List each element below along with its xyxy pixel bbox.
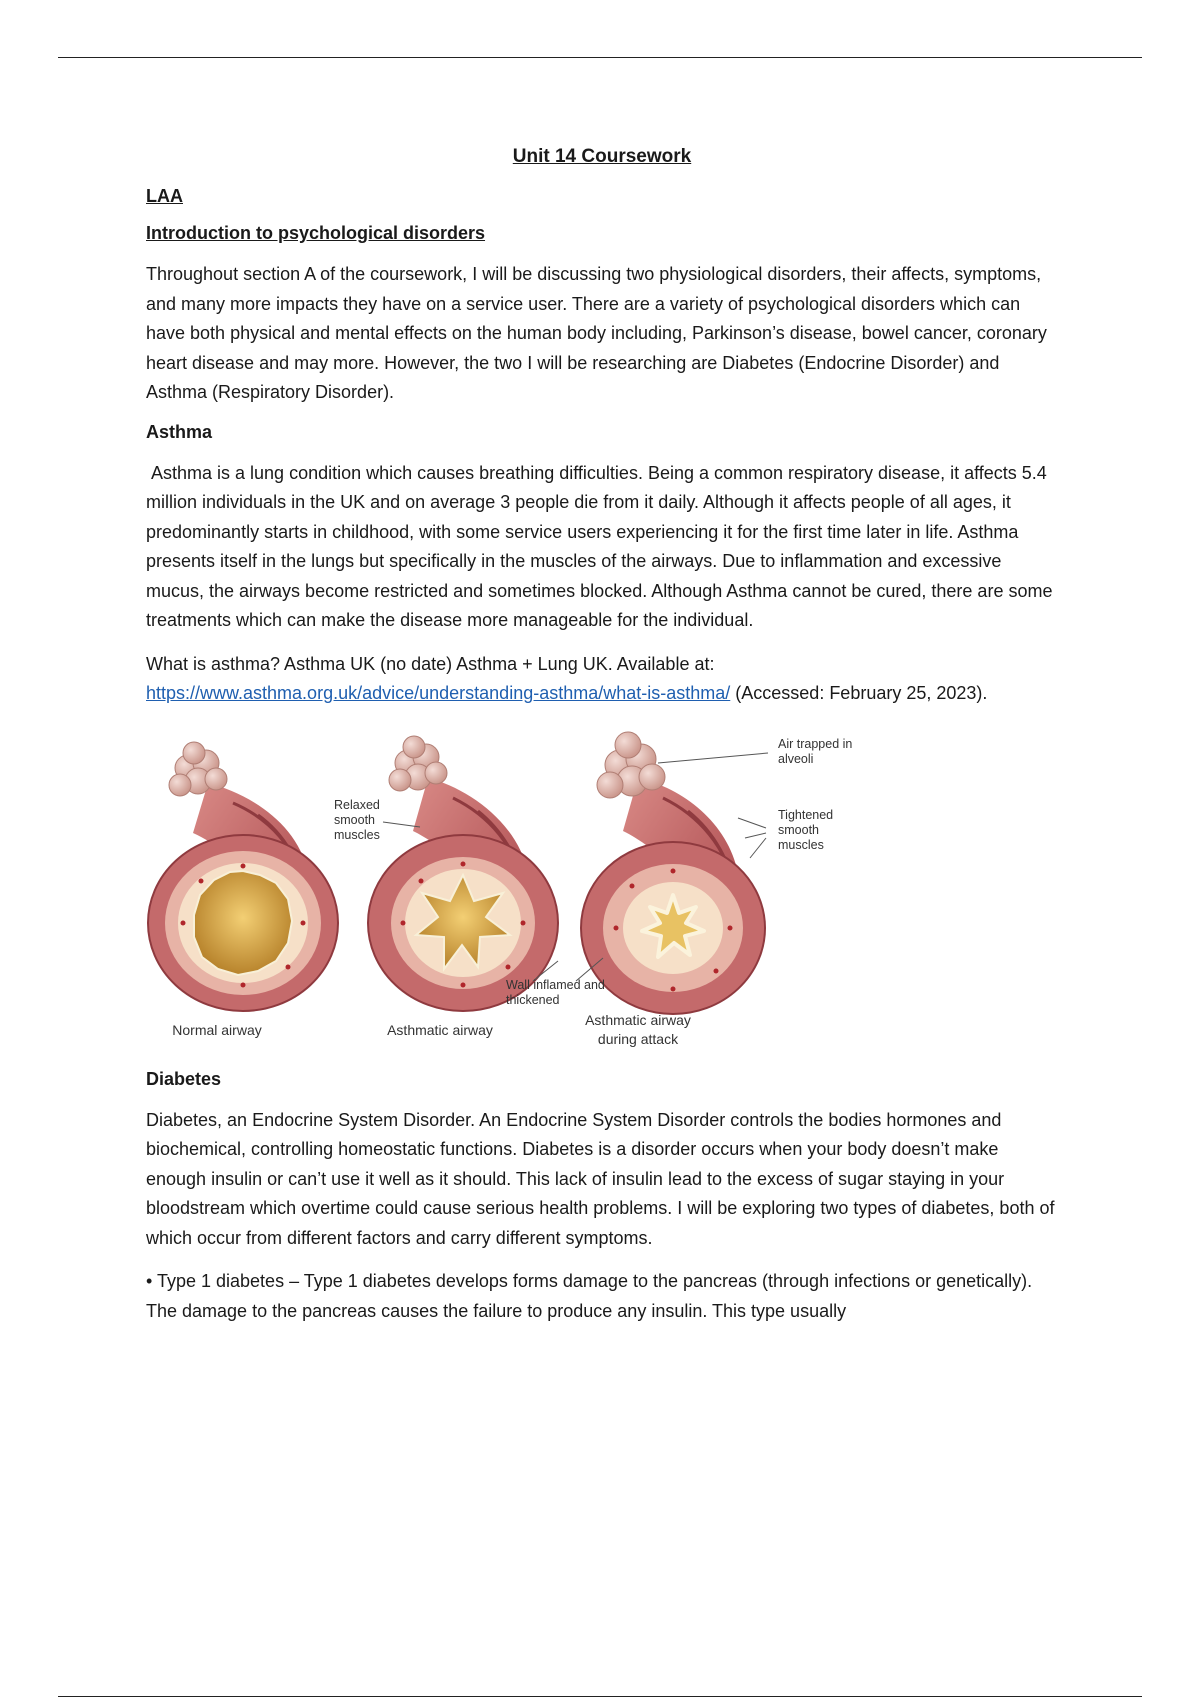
document-title: Unit 14 Coursework	[512, 146, 692, 167]
asthmatic-airway-graphic	[368, 736, 558, 1011]
caption-attack-airway: Asthmatic airway during attack	[585, 1011, 691, 1047]
caption-asthmatic-airway: Asthmatic airway	[387, 1021, 493, 1038]
diabetes-paragraph: Diabetes, an Endocrine System Disorder. An Endocrine System Disorder controls the bodies hormones and biochemical, controlling homeostatic functions. Diabetes is a disorder occurs when your body doesn’t make enough insulin or can’t use it well as it should. This lack of insulin lead to the excess of sugar staying in your bloodstream which overtime could cause serious health problems. I will be exploring two types of diabetes, both of which occur from different factors and carry different symptoms.	[146, 1109, 1055, 1248]
label-wall-inflamed: Wall inflamed and thickened	[506, 977, 605, 1007]
caption-normal-airway: Normal airway	[172, 1021, 262, 1038]
reference-citation	[146, 650, 1058, 709]
reference-suffix: (Accessed: February 25, 2023).	[730, 683, 988, 703]
intro-heading: Introduction to psychological disorders	[146, 223, 486, 243]
section-label: LAA	[146, 186, 183, 206]
reference-link[interactable]: https://www.asthma.org.uk/advice/understanding-asthma/what-is-asthma/	[146, 683, 731, 703]
document-page	[146, 140, 1058, 1340]
type1-paragraph: • Type 1 diabetes – Type 1 diabetes develops forms damage to the pancreas (through infections or genetically). The damage to the pancreas causes the failure to produce any insulin. This type usually	[146, 1271, 1033, 1321]
reference-prefix: What is asthma? Asthma UK (no date) Asthma + Lung UK. Available at:	[146, 653, 715, 674]
label-relaxed-muscles: Relaxed smooth muscles	[334, 797, 380, 842]
diabetes-heading: Diabetes	[146, 1068, 222, 1089]
footer-rule	[58, 1696, 1142, 1697]
intro-paragraph: Throughout section A of the coursework, I will be discussing two physiological disorders, their affects, symptoms, and many more impacts they have on a service user. There are a variety of psychological disorders which can have both physical and mental effects on the human body including, Parkinson’s disease, bowel cancer, coronary heart disease and may more. However, the two I will be researching are Diabetes (Endocrine Disorder) and Asthma (Respiratory Disorder).	[146, 264, 1047, 402]
label-air-trapped: Air trapped in alveoli	[778, 736, 853, 766]
asthma-heading: Asthma	[146, 421, 213, 442]
airway-illustration	[138, 723, 868, 1053]
normal-airway-graphic	[148, 742, 338, 1011]
attack-airway-graphic	[533, 732, 768, 1014]
header-rule	[58, 57, 1142, 58]
asthma-paragraph: Asthma is a lung condition which causes breathing difficulties. Being a common respiratory disease, it affects 5.4 million individuals in the UK and on average 3 people die from it daily. Although it affects people of all ages, it predominantly starts in childhood, with some service users experiencing it for the first time later in life. Asthma presents itself in the lungs but specifically in the muscles of the airways. Due to inflammation and excessive mucus, the airways become restricted and sometimes blocked. Although Asthma cannot be cured, there are some treatments which can make the disease more manageable for the individual.	[146, 462, 1053, 630]
label-tightened-muscles: Tightened smooth muscles	[778, 807, 834, 852]
airway-diagram	[138, 723, 868, 1053]
